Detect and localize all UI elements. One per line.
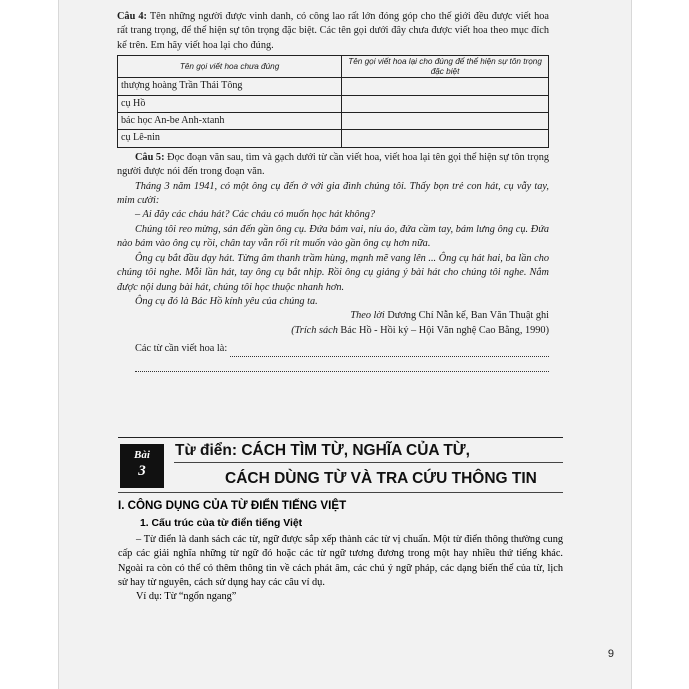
answer-cell[interactable] bbox=[342, 113, 549, 130]
divider bbox=[118, 492, 563, 493]
answer-cell[interactable] bbox=[342, 78, 549, 95]
name-table bbox=[117, 55, 549, 148]
name-table-header-2: Tên gọi viết hoa lại cho đúng để thể hiện sự tôn trọng đặc biệt bbox=[342, 56, 549, 78]
passage-paragraph: Ông cụ đó là Bác Hồ kính yêu của chúng ta. bbox=[135, 295, 318, 307]
passage-paragraph: – Ai đây các cháu hát? Các cháu có muốn học hát không? bbox=[135, 209, 376, 221]
source-line-2 bbox=[117, 324, 549, 338]
question-4-text: Tên những người được vinh danh, có công lao rất lớn đóng góp cho thế giới đều được viết hoa rất trang trọng, để thể hiện sự tôn trọng đặc biệt. Các tên gọi dưới đây chưa được viết hoa theo mục đích kể trên. Em hãy viết hoa lại cho đúng. bbox=[117, 11, 549, 51]
table-cell: thượng hoàng Trần Thái Tông bbox=[118, 78, 342, 95]
passage-paragraph: Chúng tôi reo mừng, sán đến gần ông cụ. Đứa bám vai, níu áo, đứa cầm tay, bám lưng ông cụ. Đứa nào bám vào ông cụ rồi, chân tay vẫn rối rít muốn vào gần ông cụ hơn nữa. bbox=[117, 223, 549, 250]
passage-paragraph: Tháng 3 năm 1941, có một ông cụ đến ở với gia đình chúng tôi. Thấy bọn trẻ con hát, cụ vẫy tay, mỉm cười: bbox=[117, 180, 549, 207]
page-number: 9 bbox=[607, 648, 614, 660]
name-table-header-1: Tên gọi viết hoa chưa đúng bbox=[118, 56, 342, 78]
lesson-badge-number: 3 bbox=[138, 463, 146, 479]
answer-blank-2[interactable] bbox=[135, 357, 549, 372]
question-5-text: Đọc đoạn văn sau, tìm và gạch dưới từ cần viết hoa, viết hoa lại tên gọi thể hiện sự tôn trọng người được nói đến trong đoạn văn. bbox=[117, 151, 550, 178]
subsection-heading: 1. Cấu trúc của từ điển tiếng Việt bbox=[140, 518, 303, 530]
divider bbox=[118, 437, 563, 438]
table-row bbox=[118, 130, 549, 147]
answer-cell[interactable] bbox=[342, 130, 549, 147]
source-prefix: (Trích sách bbox=[291, 324, 338, 336]
lesson-banner bbox=[118, 437, 563, 493]
passage-paragraph: Ông cụ bắt đầu dạy hát. Từng âm thanh trầm hùng, mạnh mẽ vang lên ... Ông cụ hát hai, ba lần cho chúng tôi nghe. Mỗi lần hát, tay ông cụ bắt nhịp. Rồi ông cụ giảng ý bài hát cho chúng tôi nghe. Nắm được nội dung bài hát, chúng tôi học thuộc nhanh hơn. bbox=[117, 252, 549, 293]
lesson-badge-word: Bài bbox=[134, 449, 150, 461]
source-line-1 bbox=[117, 309, 549, 323]
question-4-label: Câu 4: bbox=[117, 11, 147, 22]
answer-label: Các từ cần viết hoa là: bbox=[135, 343, 228, 355]
section-heading: I. CÔNG DỤNG CỦA TỪ ĐIỂN TIẾNG VIỆT bbox=[118, 499, 347, 512]
lesson-title-line-1: Từ điển: CÁCH TÌM TỪ, NGHĨA CỦA TỪ, bbox=[175, 442, 470, 459]
source-prefix: Theo lời bbox=[350, 310, 385, 322]
table-cell: bác học An-be Anh-xtanh bbox=[118, 113, 342, 130]
answer-line bbox=[117, 342, 549, 356]
table-row bbox=[118, 95, 549, 112]
exercise-block bbox=[117, 10, 549, 372]
table-row bbox=[118, 78, 549, 95]
lesson-title-line-2: CÁCH DÙNG TỪ VÀ TRA CỨU THÔNG TIN bbox=[225, 470, 537, 487]
answer-blank[interactable] bbox=[230, 346, 549, 357]
lesson-badge bbox=[120, 444, 164, 488]
table-cell: cụ Lê-nin bbox=[118, 130, 342, 147]
question-4 bbox=[117, 10, 549, 53]
table-cell: cụ Hồ bbox=[118, 95, 342, 112]
question-5-label: Câu 5: bbox=[135, 151, 165, 163]
question-5 bbox=[117, 151, 549, 180]
section-content bbox=[118, 499, 563, 605]
example-line: Ví dụ: Từ “ngổn ngang” bbox=[136, 591, 237, 603]
section-paragraph: – Từ điển là danh sách các từ, ngữ được sắp xếp thành các từ vị chuẩn. Một từ điển thông thường cung cấp các giải nghĩa những từ ngữ đó hoặc các từ ngữ tương đương trong một hay nhiều thứ tiếng khác. Ngoài ra còn có thể có thêm thông tin về cách phát âm, các chú ý ngữ pháp, các dạng biến thể của từ, lịch sử hay từ nguyên, cách sử dụng hay các câu ví dụ. bbox=[118, 533, 563, 589]
table-row bbox=[118, 113, 549, 130]
answer-cell[interactable] bbox=[342, 95, 549, 112]
source-authors: Dương Chí Nẫn kể, Ban Văn Thuật ghi bbox=[387, 310, 549, 322]
divider bbox=[174, 462, 563, 463]
source-book: Bác Hồ - Hồi ký – Hội Văn nghệ Cao Bằng, 1990) bbox=[340, 324, 549, 336]
